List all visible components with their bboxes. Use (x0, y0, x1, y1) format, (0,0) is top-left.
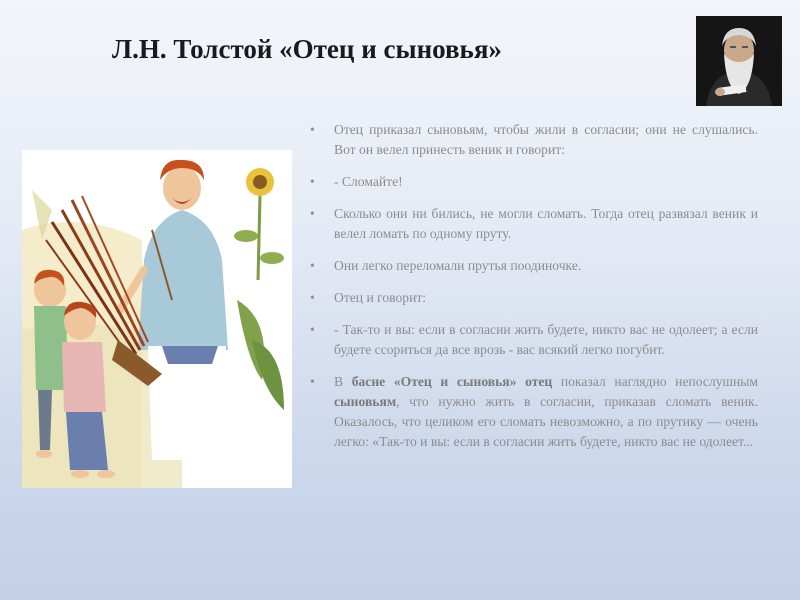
list-item: • - Сломайте! (310, 172, 758, 192)
summary-bold-text: сыновьям (334, 394, 397, 409)
summary-text: В (334, 374, 352, 389)
summary-text: показал наглядно непослушным (552, 374, 758, 389)
list-item: • - Так-то и вы: если в согласии жить будете, никто вас не одолеет; а если будете ссориться да все врозь - вас всякий легко погубит. (310, 320, 758, 360)
summary-list-item (310, 372, 758, 452)
list-item: • Сколько они ни бились, не могли сломать. Тогда отец развязал веник и велел ломать по одному пруту. (310, 204, 758, 244)
fable-illustration (22, 150, 292, 488)
tolstoy-portrait-image (696, 16, 782, 106)
fable-text-list (310, 120, 758, 464)
summary-bold-text: басне «Отец и сыновья» отец (351, 374, 553, 389)
list-item: • Они легко переломали прутья поодиночке. (310, 256, 758, 276)
list-item: • Отец приказал сыновьям, чтобы жили в согласии; они не слушались. Вот он велел принесть веник и говорит: (310, 120, 758, 160)
list-item: • Отец и говорит: (310, 288, 758, 308)
summary-text: , что нужно жить в согласии, приказав сломать веник. Оказалось, что целиком его сломать невозможно, а по прутику — очень легко: «Так-то и вы: если в согласии жить будете, никто вас не одолеет... (334, 394, 758, 449)
slide-title: Л.Н. Толстой «Отец и сыновья» (112, 34, 502, 64)
